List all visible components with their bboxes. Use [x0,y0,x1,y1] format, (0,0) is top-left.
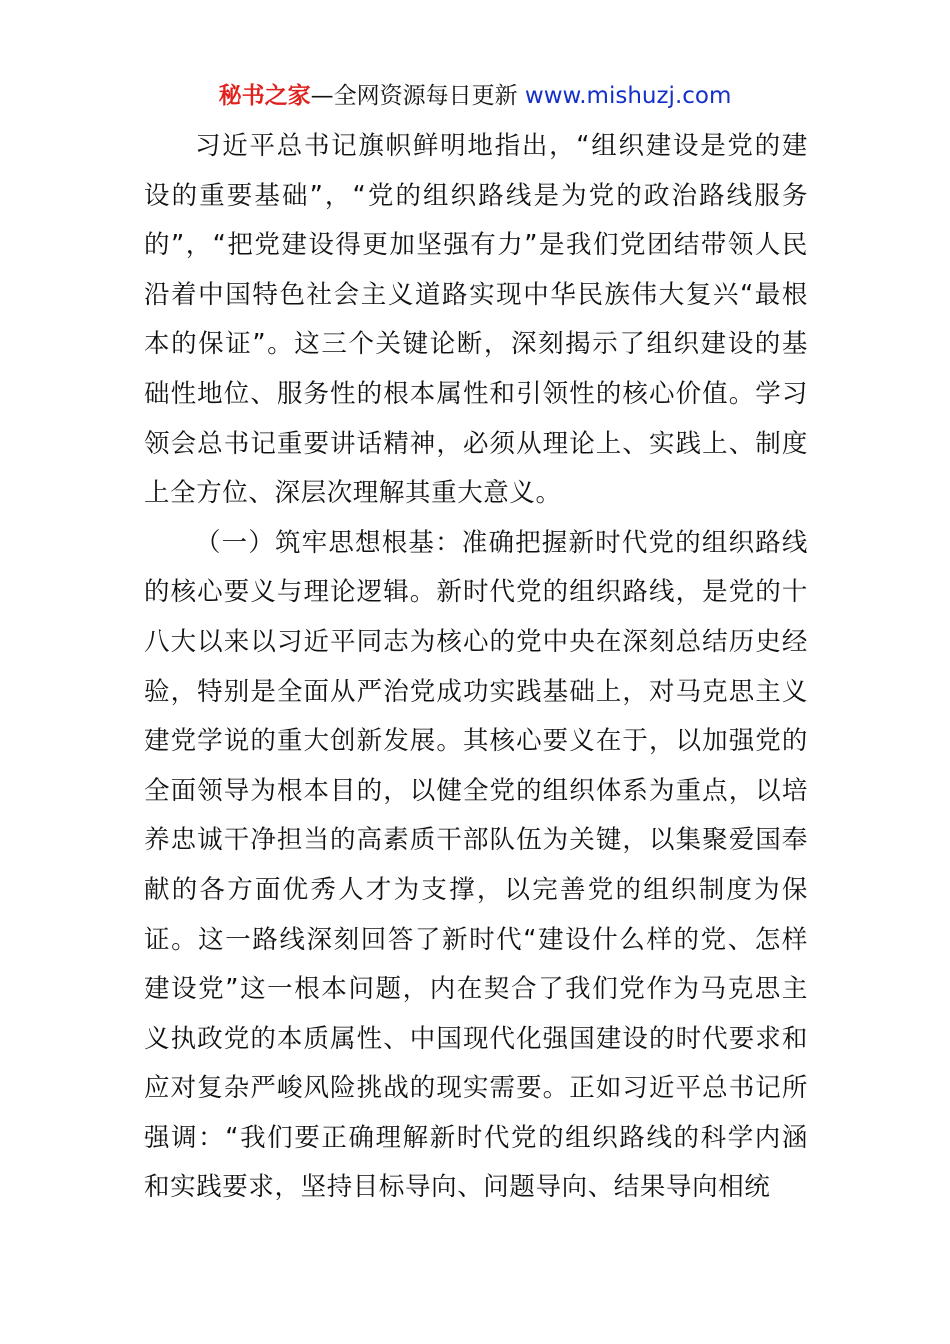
site-url[interactable]: www.mishuzj.com [524,83,732,109]
paragraph-intro: 习近平总书记旗帜鲜明地指出，“组织建设是党的建设的重要基础”，“党的组织路线是为党的政治路线服务的”，“把党建设得更加坚强有力”是我们党团结带领人民沿着中国特色社会主义道路实现中华民族伟大复兴“最根本的保证”。这三个关键论断，深刻揭示了组织建设的基础性地位、服务性的根本属性和引领性的核心价值。学习领会总书记重要讲话精神，必须从理论上、实践上、制度上全方位、深层次理解其重大意义。 [144,131,808,509]
document-body [144,122,808,1213]
paragraph-section-one: （一）筑牢思想根基：准确把握新时代党的组织路线的核心要义与理论逻辑。新时代党的组织路线，是党的十八大以来以习近平同志为核心的党中央在深刻总结历史经验，特别是全面从严治党成功实践基础上，对马克思主义建党学说的重大创新发展。其核心要义在于，以加强党的全面领导为根本目的，以健全党的组织体系为重点，以培养忠诚干净担当的高素质干部队伍为关键，以集聚爱国奉献的各方面优秀人才为支撑，以完善党的组织制度为保证。这一路线深刻回答了新时代“建设什么样的党、怎样建设党”这一根本问题，内在契合了我们党作为马克思主义执政党的本质属性、中国现代化强国建设的时代要求和应对复杂严峻风险挑战的现实需要。正如习近平总书记所强调：“我们要正确理解新时代党的组织路线的科学内涵和实践要求，坚持目标导向、问题导向、结果导向相统 [144,527,808,1203]
page-header [0,80,950,112]
brand-name: 秘书之家 [218,83,311,109]
header-tagline: —全网资源每日更新 [310,83,518,109]
